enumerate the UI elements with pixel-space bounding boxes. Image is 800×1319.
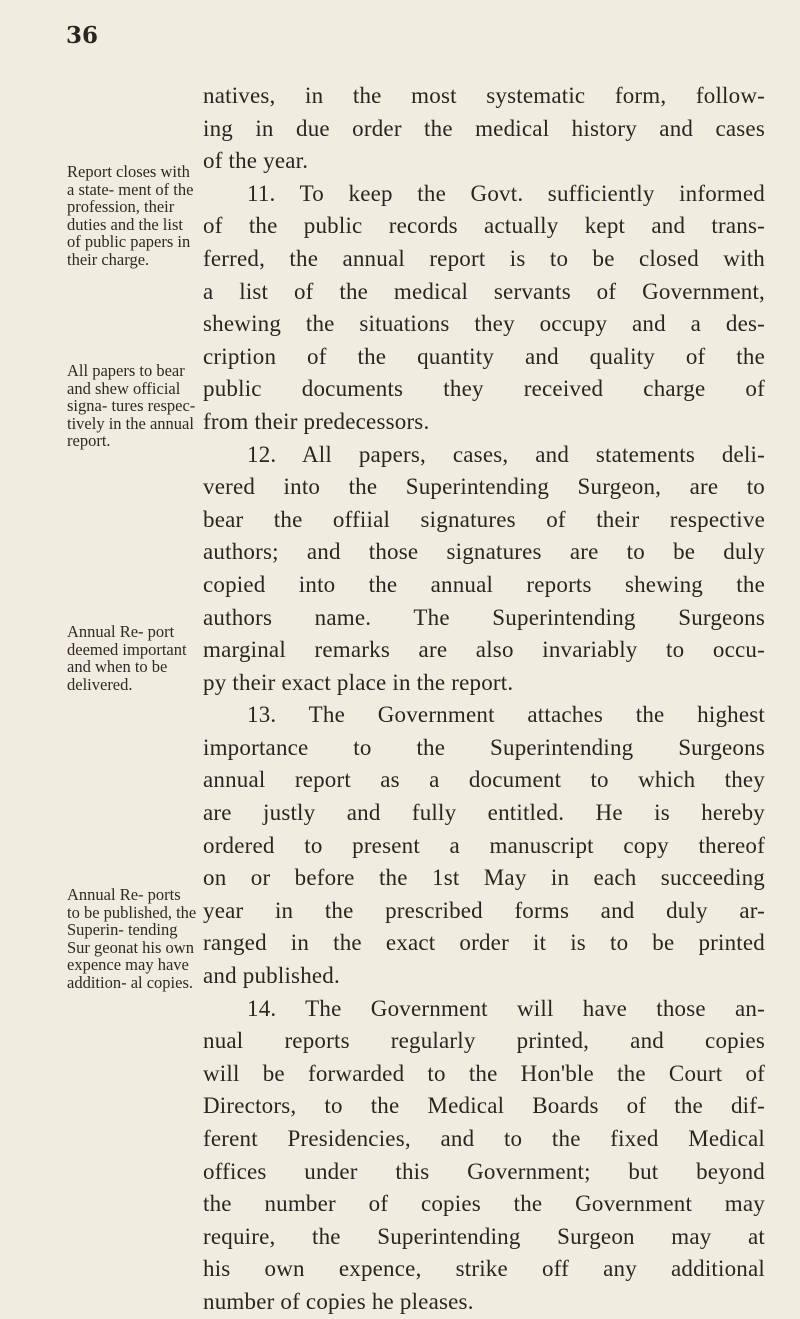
body-text: [203, 80, 765, 1319]
text-line: ordered to present a manuscript copy thereof: [203, 832, 765, 858]
text-line: on or before the 1st May in each succeeding: [203, 865, 765, 891]
margin-note-all-papers: All papers to bear and shew official signa- tures respec- tively in the annual report.: [67, 361, 196, 450]
paragraph-11-start: 11. To keep the Govt. sufficiently informed: [247, 180, 765, 206]
text-line: are justly and fully entitled. He is hereby: [203, 800, 765, 826]
text-line: of the public records actually kept and trans-: [203, 213, 765, 239]
text-line: authors; and those signatures are to be duly: [203, 539, 765, 565]
text-line: the number of copies the Government may: [203, 1191, 765, 1217]
text-line: year in the prescribed forms and duly ar-: [203, 897, 765, 923]
text-line: require, the Superintending Surgeon may at: [203, 1223, 765, 1249]
text-line: natives, in the most systematic form, follow-: [203, 83, 765, 108]
text-line: vered into the Superintending Surgeon, are to: [203, 474, 765, 500]
text-line: bear the offiial signatures of their respective: [203, 506, 765, 532]
text-line: ing in due order the medical history and cases: [203, 115, 765, 141]
text-line: importance to the Superintending Surgeons: [203, 734, 765, 760]
text-line: marginal remarks are also invariably to occu-: [203, 637, 765, 663]
text-line: shewing the situations they occupy and a des-: [203, 311, 765, 337]
text-line: nual reports regularly printed, and copies: [203, 1028, 765, 1054]
text-line: cription of the quantity and quality of the: [203, 343, 765, 369]
text-line: offices under this Government; but beyond: [203, 1158, 765, 1184]
paragraph-14-start: 14. The Government will have those an-: [247, 995, 765, 1021]
text-line: ferred, the annual report is to be closed with: [203, 245, 765, 271]
text-line: and published.: [203, 963, 340, 989]
text-line: ranged in the exact order it is to be printed: [203, 930, 765, 956]
text-line: Directors, to the Medical Boards of the dif-: [203, 1093, 765, 1119]
page-number: 36: [66, 22, 99, 49]
text-line: ferent Presidencies, and to the fixed Medical: [203, 1126, 765, 1151]
text-line: a list of the medical servants of Government,: [203, 278, 765, 304]
margin-note-annual-reports-published: Annual Re- ports to be published, the Superin- tending Sur geonat his own expence may have addition- al copies.: [67, 885, 197, 992]
text-line: py their exact place in the report.: [203, 669, 514, 695]
text-line: number of copies he pleases.: [203, 1288, 474, 1314]
margin-note-annual-report-important: Annual Re- port deemed important and when to be delivered.: [67, 622, 187, 694]
paragraph-12-start: 12. All papers, cases, and statements deli-: [247, 441, 765, 467]
text-line: will be forwarded to the Hon'ble the Court of: [203, 1060, 765, 1086]
text-line: from their predecessors.: [203, 408, 430, 434]
text-line: annual report as a document to which they: [203, 767, 765, 793]
text-line: authors name. The Superintending Surgeons: [203, 604, 765, 630]
text-line: public documents they received charge of: [203, 376, 765, 402]
text-line: copied into the annual reports shewing the: [203, 571, 765, 597]
text-line: of the year.: [203, 148, 309, 174]
margin-note-report-closes: Report closes with a state- ment of the profession, their duties and the list of public papers in their charge.: [67, 162, 194, 269]
paragraph-13-start: 13. The Government attaches the highest: [247, 702, 765, 728]
text-line: his own expence, strike off any additional: [203, 1256, 765, 1282]
